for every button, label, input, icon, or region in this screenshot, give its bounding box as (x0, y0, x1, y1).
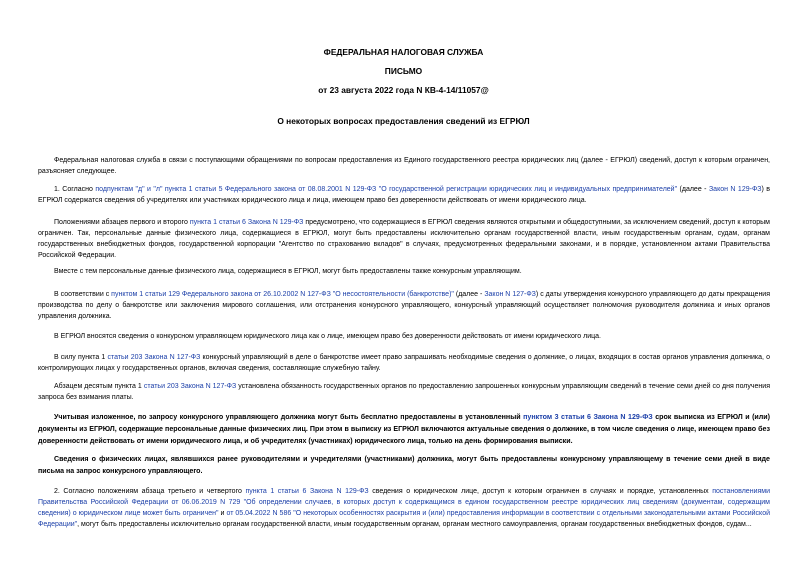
paragraph-7-text-a: Абзацем десятым пункта 1 (54, 383, 144, 390)
paragraph-10-text-a: 2. Согласно положениям абзаца третьего и четвертого (54, 488, 246, 495)
paragraph-4-text-a: В соответствии с (54, 291, 112, 298)
document-type: ПИСЬМО (384, 66, 423, 76)
paragraph-6 (38, 352, 770, 374)
paragraph-5: В ЕГРЮЛ вносятся сведения о конкурсном управляющем юридического лица как о лице, имеющем право без доверенности действовать от имени юридического лица. (54, 333, 601, 340)
paragraph-9-bold: Сведения о физических лицах, являвшихся ранее руководителями и учредителями (участниками) должника, могут быть предоставлены конкурсному управляющему в течение семи дней в виде письма на запрос конкурсного управляющего. (38, 455, 770, 475)
paragraph-4-text-c: ) с даты утверждения конкурсного управляющего до даты прекращения производства по делу о банкротстве или заключения мирового соглашения, или отстранения конкурсного управляющего, конкурсный управляющий осуществляет полномочия руководителя должника и иных органов управления должника. (38, 291, 771, 320)
law-129-fz-article-6-link-2[interactable]: пункта 1 статьи 6 Закона N 129-ФЗ (245, 488, 369, 495)
government-decree-586-link[interactable]: от 05.04.2022 N 586 "О некоторых особенностях раскрытия и (или) предоставления информации в соответствии с отдельными законодательными актами Российской Федерации" (38, 510, 770, 528)
paragraph-1-text-b: (далее - (677, 186, 709, 193)
paragraph-1 (38, 184, 770, 206)
law-127-fz-article-203-link[interactable]: статьи 203 Закона N 127-ФЗ (107, 354, 201, 361)
paragraph-8-text-b: срок выписка из ЕГРЮЛ и (или) документы из ЕГРЮЛ, содержащие персональные данные физических лиц. При этом в выписку из ЕГРЮЛ включаются актуальные сведения о должнике, в том числе сведения о лице, имеющем право без доверенности действовать от имени юридического лица, и об учредителях (участниках) юридического лица, только на день формирования выписки. (38, 413, 771, 445)
document-date-number: от 23 августа 2022 года N КВ-4-14/11057@ (318, 85, 489, 95)
paragraph-7-text-b: установлена обязанность государственных органов по предоставлению запрошенных конкурсным управляющим сведений в течение семи дней со дня получения запроса без взимания платы. (38, 383, 770, 401)
law-127-fz-article-129-link[interactable]: пунктом 1 статьи 129 Федерального закона от 26.10.2002 N 127-ФЗ "О несостоятельности (банкротстве)" (111, 291, 454, 298)
paragraph-2-text-b: предусмотрено, что содержащиеся в ЕГРЮЛ сведения являются открытыми и общедоступными, за исключением сведений, доступ к которым ограничен. Так, персональные данные физического лица, содержащиеся в ЕГРЮЛ, могут быть предоставлены исключительно органам государственной власти, иным государственным органам, судам, органам государственных внебюджетных фондов, государственной корпорации "Агентство по страхованию вкладов" в случаях, предусмотренных федеральными законами, и в порядке, установленном актами Правительства Российской Федерации. (38, 219, 770, 259)
paragraph-6-text-a: В силу пункта 1 (54, 354, 108, 361)
paragraph-intro: Федеральная налоговая служба в связи с поступающими обращениями по вопросам предоставления из Единого государственного реестра юридических лиц (далее - ЕГРЮЛ) сведений, доступ к которым ограничен, разъясняет следующее. (38, 157, 770, 175)
paragraph-4 (38, 289, 770, 322)
paragraph-10-text-c: и (218, 510, 227, 517)
paragraph-1-text-a: 1. Согласно (54, 186, 96, 193)
law-129-fz-article-6-link[interactable]: пункта 1 статьи 6 Закона N 129-ФЗ (189, 219, 304, 226)
law-127-fz-link[interactable]: Закон N 127-ФЗ (484, 291, 536, 298)
law-129-fz-link[interactable]: Закон N 129-ФЗ (708, 186, 762, 193)
document-subject: О некоторых вопросах предоставления сведений из ЕГРЮЛ (277, 116, 530, 126)
paragraph-8-text-a: Учитывая изложенное, по запросу конкурсного управляющего должника могут быть бесплатно предоставлены в установленный (54, 413, 524, 421)
government-decree-729-link[interactable]: постановлениями Правительства Российской Федерации от 06.06.2019 N 729 "Об определении случаев, в которых доступ к содержащимся в едином государственном реестре юридических лиц сведениям (документам, содержащим сведения) о юридическом лице может быть ограничен" (38, 488, 770, 517)
paragraph-2 (38, 217, 770, 261)
paragraph-10-text-d: , могут быть предоставлены исключительно органам государственной власти, иным государственным органам, органам местного самоуправления, органам государственных внебюджетных фондов, судам... (77, 521, 752, 528)
paragraph-7 (38, 381, 770, 403)
paragraph-10-text-b: сведения о юридическом лице, доступ к которым ограничен в случаях и порядке, установленных (368, 488, 713, 495)
paragraph-1-text-c: ) в ЕГРЮЛ содержатся сведения об учредителях или участниках юридического лица и лица, имеющем право без доверенности действовать от имени юридического лица. (38, 186, 771, 204)
agency-title: ФЕДЕРАЛЬНАЯ НАЛОГОВАЯ СЛУЖБА (323, 47, 484, 57)
paragraph-8-bold (38, 411, 770, 447)
law-129-fz-article-6-p3-link[interactable]: пунктом 3 статьи 6 Закона N 129-ФЗ (523, 413, 653, 421)
paragraph-10 (38, 486, 770, 530)
law-127-fz-article-203-link-2[interactable]: статьи 203 Закона N 127-ФЗ (143, 383, 237, 390)
paragraph-4-text-b: (далее - (453, 291, 485, 298)
paragraph-3: Вместе с тем персональные данные физического лица, содержащиеся в ЕГРЮЛ, могут быть предоставлены также конкурсным управляющим. (54, 268, 522, 275)
paragraph-6-text-b: конкурсный управляющий в деле о банкротстве имеет право запрашивать необходимые сведения о должнике, о лицах, входящих в состав органов управления должника, о контролирующих лицах у государственных органов, включая сведения, составляющие служебную тайну. (38, 354, 770, 372)
paragraph-2-text-a: Положениями абзацев первого и второго (54, 219, 190, 226)
law-129-fz-article-5-link[interactable]: подпунктам "д" и "л" пункта 1 статьи 5 Федерального закона от 08.08.2001 N 129-ФЗ "О государственной регистрации юридических лиц и индивидуальных предпринимателей" (95, 186, 678, 193)
